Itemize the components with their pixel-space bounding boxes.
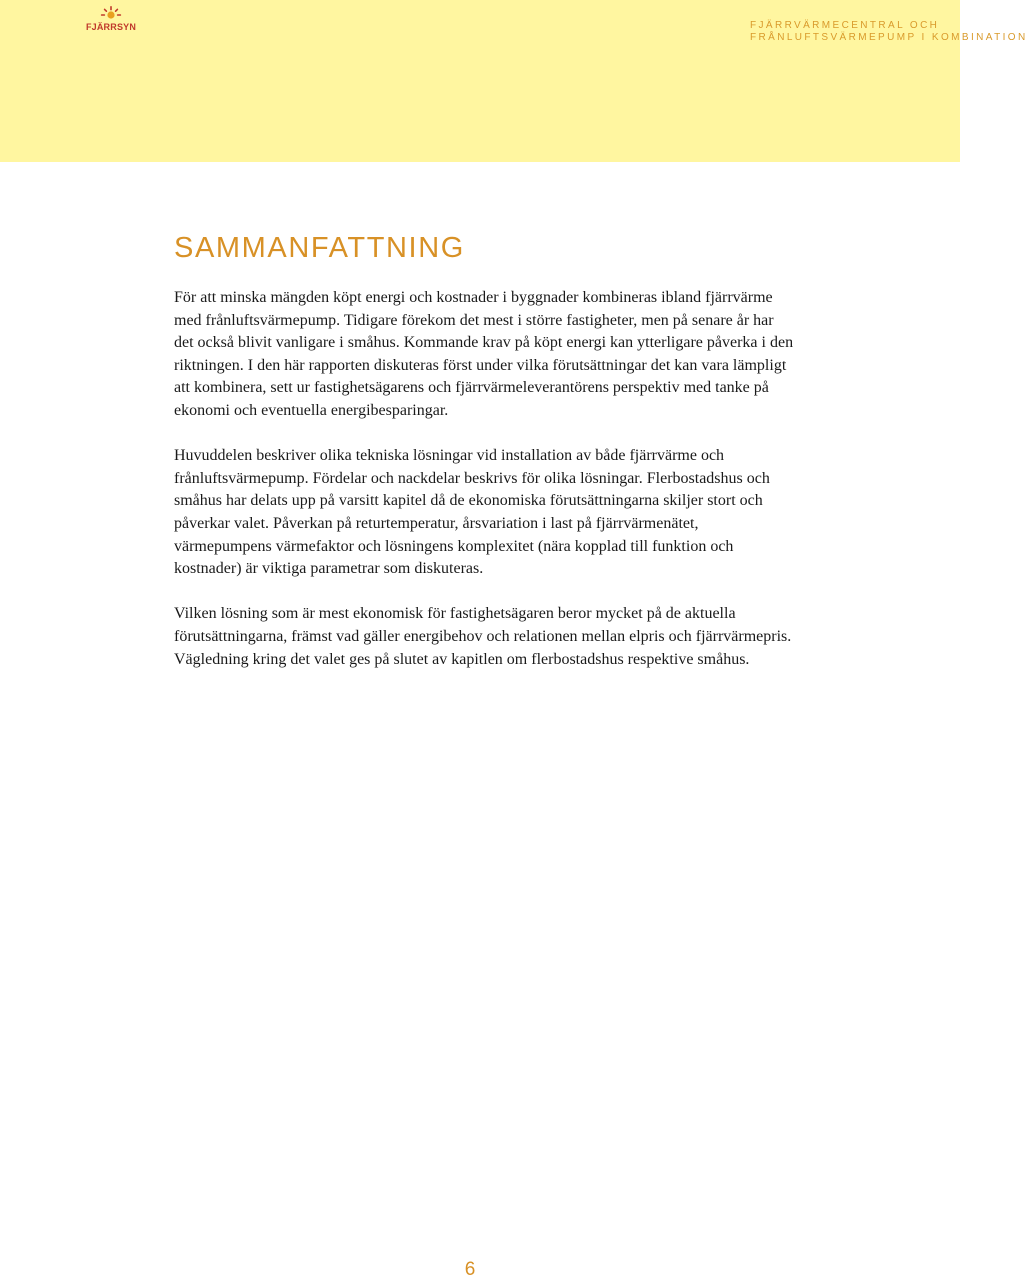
paragraph: Vilken lösning som är mest ekonomisk för fastighetsägaren beror mycket på de aktuella förutsättningarna, främst vad gäller energibehov och relationen mellan elpris och fjärrvärmepris. Vägledning kring det valet ges på slutet av kapitlen om flerbostadshus respektive småhus. bbox=[174, 605, 792, 668]
paragraph: För att minska mängden köpt energi och kostnader i byggnader kombineras ibland fjärrvärme med frånluftsvärmepump. Tidigare förekom det mest i större fastigheter, men på senare år har det också blivit vanligare i småhus. Kommande krav på köpt energi kan ytterligare påverka i den riktningen. I den här rapporten diskuteras först under vilka förutsättningar det kan vara lämpligt att kombinera, sett ur fastighetsägarens och fjärrvärmeleverantörens perspektiv med tanke på ekonomi och eventuella energibesparingar. bbox=[174, 289, 794, 419]
paragraph: Huvuddelen beskriver olika tekniska lösningar vid installation av både fjärrvärme och frånluftsvärmepump. Fördelar och nackdelar beskrivs för olika lösningar. Flerbostadshus och småhus har delats upp på varsitt kapitel då de ekonomiska förutsättningarna skiljer stort och påverkar valet. Påverkan på returtemperatur, årsvariation i last på fjärrvärmenätet, värmepumpens värmefaktor och lösningens komplexitet (nära kopplad till funktion och kostnader) är viktiga parametrar som diskuteras. bbox=[174, 447, 770, 578]
document-title bbox=[498, 20, 1028, 44]
section-heading: SAMMANFATTNING bbox=[174, 232, 465, 264]
header-band bbox=[0, 0, 1028, 162]
logo-wordmark: FJÄRRSYN bbox=[85, 22, 137, 32]
sun-logo-icon bbox=[99, 6, 123, 22]
fjarrsyn-logo bbox=[84, 6, 138, 36]
document-title-line-2: FRÅNLUFTSVÄRMEPUMP I KOMBINATION bbox=[750, 32, 1028, 43]
page-number: 6 bbox=[464, 1259, 476, 1280]
document-title-line-1: FJÄRRVÄRMECENTRAL OCH bbox=[750, 20, 940, 31]
section-body bbox=[174, 287, 794, 694]
